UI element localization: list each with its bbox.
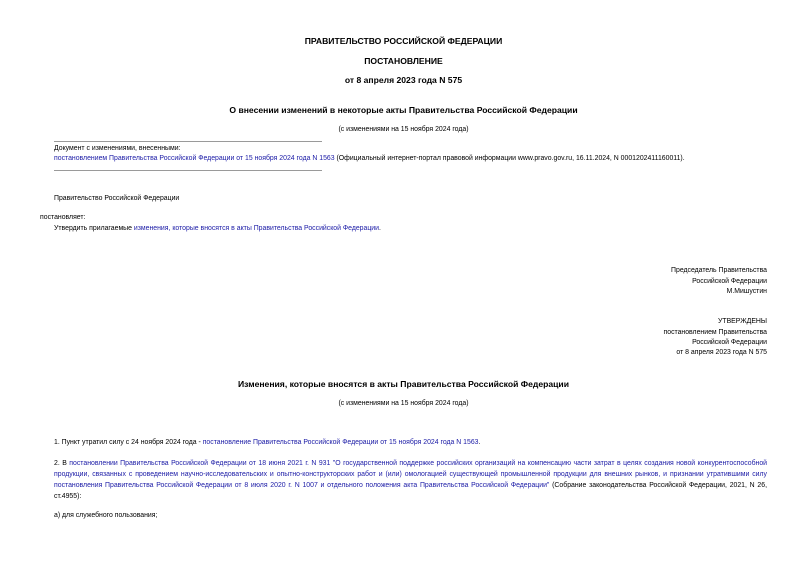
amending-act-source: (Официальный интернет-портал правовой информации www.pravo.gov.ru, 16.11.2024, N 0001202411160011). <box>334 155 685 162</box>
approve-paragraph <box>54 225 381 232</box>
annex-edition-note: (с изменениями на 15 ноября 2024 года) <box>338 400 469 407</box>
edition-note: (с изменениями на 15 ноября 2024 года) <box>338 126 469 133</box>
annex-item-2a: а) для служебного пользования; <box>54 512 158 519</box>
signature-position: Председатель Правительства <box>671 267 767 274</box>
annex-item-1 <box>54 439 480 446</box>
resolves-word: постановляет: <box>40 214 86 221</box>
government-line: Правительство Российской Федерации <box>54 195 180 202</box>
approve-prefix: Утвердить прилагаемые <box>54 225 134 232</box>
resolution-931-link[interactable]: постановлении Правительства Российской Федерации от 18 июня 2021 г. N 931 "О государственной поддержке российских организаций на компенсацию части затрат в целях создания новой конкурентоспособной продукции, связанных с проведением научно-исследовательских и опытно-конструкторских работ и (или) омологацией существующей промышленной продукции для внешних рынков, и признании утратившими силу постановления Правительства Российской Федерации от 8 июля 2020 г. N 1007 и отдельного положения акта Правительства Российской Федерации" <box>54 460 767 489</box>
annex-title: Изменения, которые вносятся в акты Правительства Российской Федерации <box>237 379 569 389</box>
annex-link[interactable]: изменения, которые вносятся в акты Правительства Российской Федерации <box>133 225 379 232</box>
changes-box-top-rule <box>54 141 322 142</box>
document-type: ПОСТАНОВЛЕНИЕ <box>364 56 443 66</box>
approved-body: Российской Федерации <box>692 339 767 346</box>
item1-suffix: . <box>478 439 481 446</box>
government-heading: ПРАВИТЕЛЬСТВО РОССИЙСКОЙ ФЕДЕРАЦИИ <box>304 36 503 46</box>
signature-name: М.Мишустин <box>726 288 767 295</box>
changes-box-label: Документ с изменениями, внесенными: <box>54 145 181 152</box>
signature-body: Российской Федерации <box>692 278 767 285</box>
document-date-number: от 8 апреля 2023 года N 575 <box>344 75 463 85</box>
approve-suffix: . <box>378 225 381 232</box>
annex-item-2 <box>54 458 767 502</box>
amending-act-link[interactable]: постановлением Правительства Российской Федерации от 15 ноября 2024 года N 1563 <box>54 155 335 162</box>
item2-prefix: 2. В <box>54 460 70 467</box>
changes-box-entry <box>54 155 685 162</box>
approved-date: от 8 апреля 2023 года N 575 <box>676 349 767 356</box>
item2-suffix: (Собрание законодательства Российской Федерации, 2021, N 26, ст.4955): <box>54 482 767 500</box>
item1-text: 1. Пункт утратил силу с 24 ноября 2024 года - <box>54 439 203 446</box>
approved-by: постановлением Правительства <box>663 329 767 336</box>
item1-link[interactable]: постановление Правительства Российской Федерации от 15 ноября 2024 года N 1563 <box>202 439 479 446</box>
changes-box-bottom-rule <box>54 170 322 171</box>
document-title: О внесении изменений в некоторые акты Правительства Российской Федерации <box>229 105 578 115</box>
approved-stamp: УТВЕРЖДЕНЫ <box>718 318 767 325</box>
